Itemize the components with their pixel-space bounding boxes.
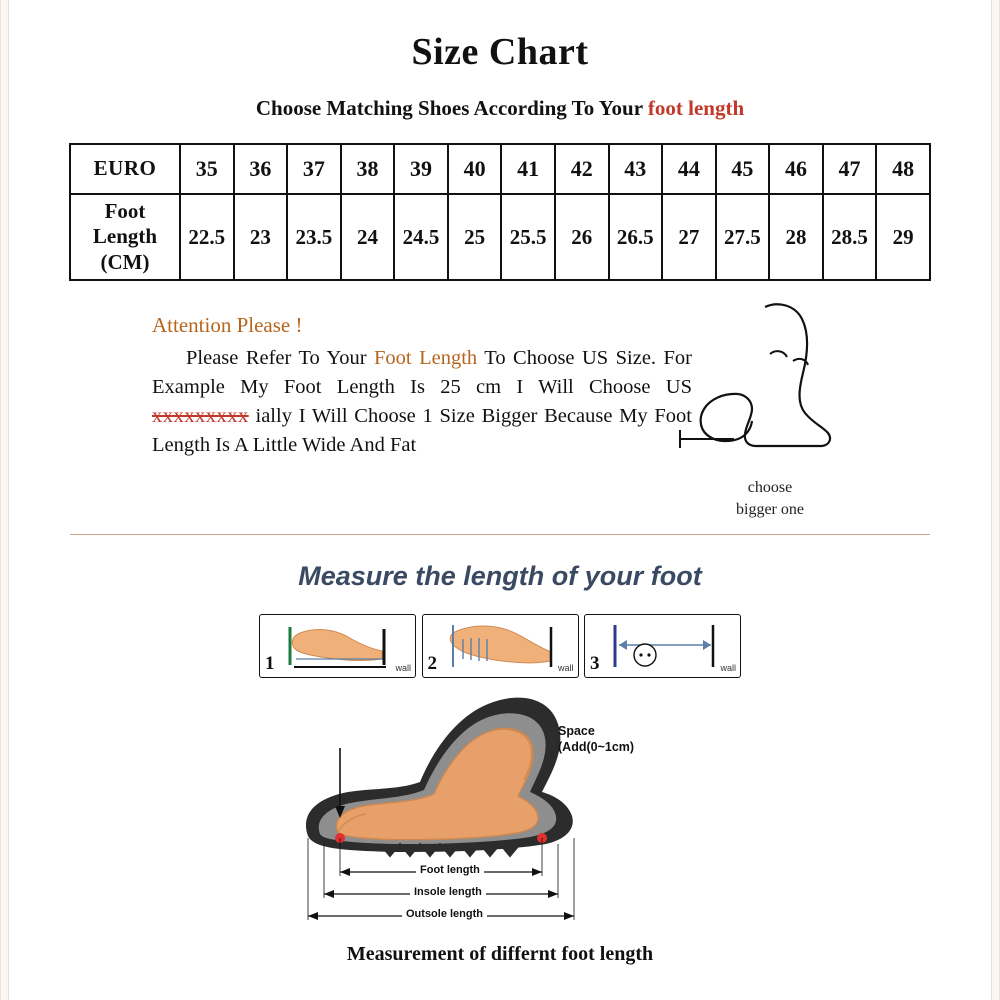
subtitle-highlight: foot length	[647, 96, 745, 120]
choose-note-line-1: choose	[747, 479, 793, 496]
euro-cell: 46	[769, 144, 823, 194]
space-label	[558, 724, 634, 755]
foot-length-cell: 23.5	[287, 194, 341, 280]
foot-length-cell: 25.5	[501, 194, 555, 280]
step-number: 3	[590, 653, 600, 674]
foot-length-cell: 27	[662, 194, 716, 280]
foot-length-cell: 25	[448, 194, 502, 280]
foot-outline-sketch-icon	[660, 299, 840, 469]
dimension-label-insole-length: Insole length	[410, 886, 486, 898]
attention-heading: Attention Please !	[152, 313, 303, 337]
foot-length-cell: 26	[555, 194, 609, 280]
attention-strikethrough: xxxxxxxxx	[152, 405, 249, 428]
left-edge-bar	[0, 0, 9, 1000]
euro-cell: 44	[662, 144, 716, 194]
attention-highlight: Foot Length	[374, 346, 478, 369]
euro-cell: 39	[394, 144, 448, 194]
attention-body	[152, 344, 692, 460]
foot-length-cell: 23	[234, 194, 288, 280]
row-label-euro: EURO	[70, 144, 180, 194]
foot-length-cell: 26.5	[609, 194, 663, 280]
euro-cell: 43	[609, 144, 663, 194]
euro-cell: 41	[501, 144, 555, 194]
dimension-label-foot-length: Foot length	[416, 864, 484, 876]
step-wall-label: wall	[720, 663, 736, 673]
euro-cell: 40	[448, 144, 502, 194]
foot-measurement-figure	[220, 686, 780, 941]
table-row-foot-length	[70, 194, 930, 280]
table-row-euro	[70, 144, 930, 194]
foot-length-cell: 22.5	[180, 194, 234, 280]
foot-length-cell: 24	[341, 194, 395, 280]
space-label-line-1: Space	[558, 724, 595, 738]
euro-cell: 37	[287, 144, 341, 194]
attention-part-3: ially I Will Choose 1 Size Bigger Because My Foot Length Is A Little Wide And Fat	[152, 405, 692, 457]
row-label-line-2: Length	[92, 224, 158, 249]
right-edge-bar	[991, 0, 1000, 1000]
size-table-wrapper	[69, 143, 931, 281]
choose-bigger-note	[710, 477, 830, 520]
step-number: 1	[265, 653, 275, 674]
attention-block	[10, 299, 990, 534]
space-label-line-2: (Add(0~1cm)	[558, 739, 635, 754]
euro-cell: 38	[341, 144, 395, 194]
euro-cell: 48	[876, 144, 930, 194]
euro-cell: 36	[234, 144, 288, 194]
measure-step-3	[584, 614, 741, 678]
attention-text	[152, 311, 692, 460]
step-wall-label: wall	[557, 663, 574, 673]
subtitle-text: Choose Matching Shoes According To Your	[255, 96, 648, 120]
section-divider	[70, 534, 930, 535]
row-label-line-1: Foot	[104, 198, 146, 223]
measure-steps	[259, 614, 741, 678]
foot-length-cell: 27.5	[716, 194, 770, 280]
measure-step-2	[422, 614, 579, 678]
foot-length-cell: 28	[769, 194, 823, 280]
page-subtitle	[10, 96, 990, 121]
figure-caption: Measurement of differnt foot length	[346, 943, 654, 965]
dimension-label-outsole-length: Outsole length	[402, 908, 487, 920]
foot-length-cell: 28.5	[823, 194, 877, 280]
size-table	[69, 143, 931, 281]
measure-step-1	[259, 614, 416, 678]
page-content	[10, 0, 990, 1000]
foot-in-shoe-illustration	[220, 686, 780, 941]
euro-cell: 45	[716, 144, 770, 194]
measure-section-title: Measure the length of your foot	[298, 561, 702, 591]
choose-note-line-2: bigger one	[736, 500, 804, 518]
step-wall-label: wall	[395, 663, 411, 673]
euro-cell: 35	[180, 144, 234, 194]
euro-cell: 42	[555, 144, 609, 194]
step-number: 2	[427, 653, 437, 674]
euro-cell: 47	[823, 144, 877, 194]
row-label-line-3: (CM)	[100, 249, 150, 274]
page-title: Size Chart	[411, 31, 589, 73]
row-label-foot-length	[70, 194, 180, 280]
attention-part-1: Please Refer To Your	[186, 346, 375, 369]
foot-length-cell: 29	[876, 194, 930, 280]
foot-length-cell: 24.5	[394, 194, 448, 280]
attention-part-2: To Choose US Size. For Example My Foot Length Is 25 cm I Will Choose US	[152, 346, 692, 398]
